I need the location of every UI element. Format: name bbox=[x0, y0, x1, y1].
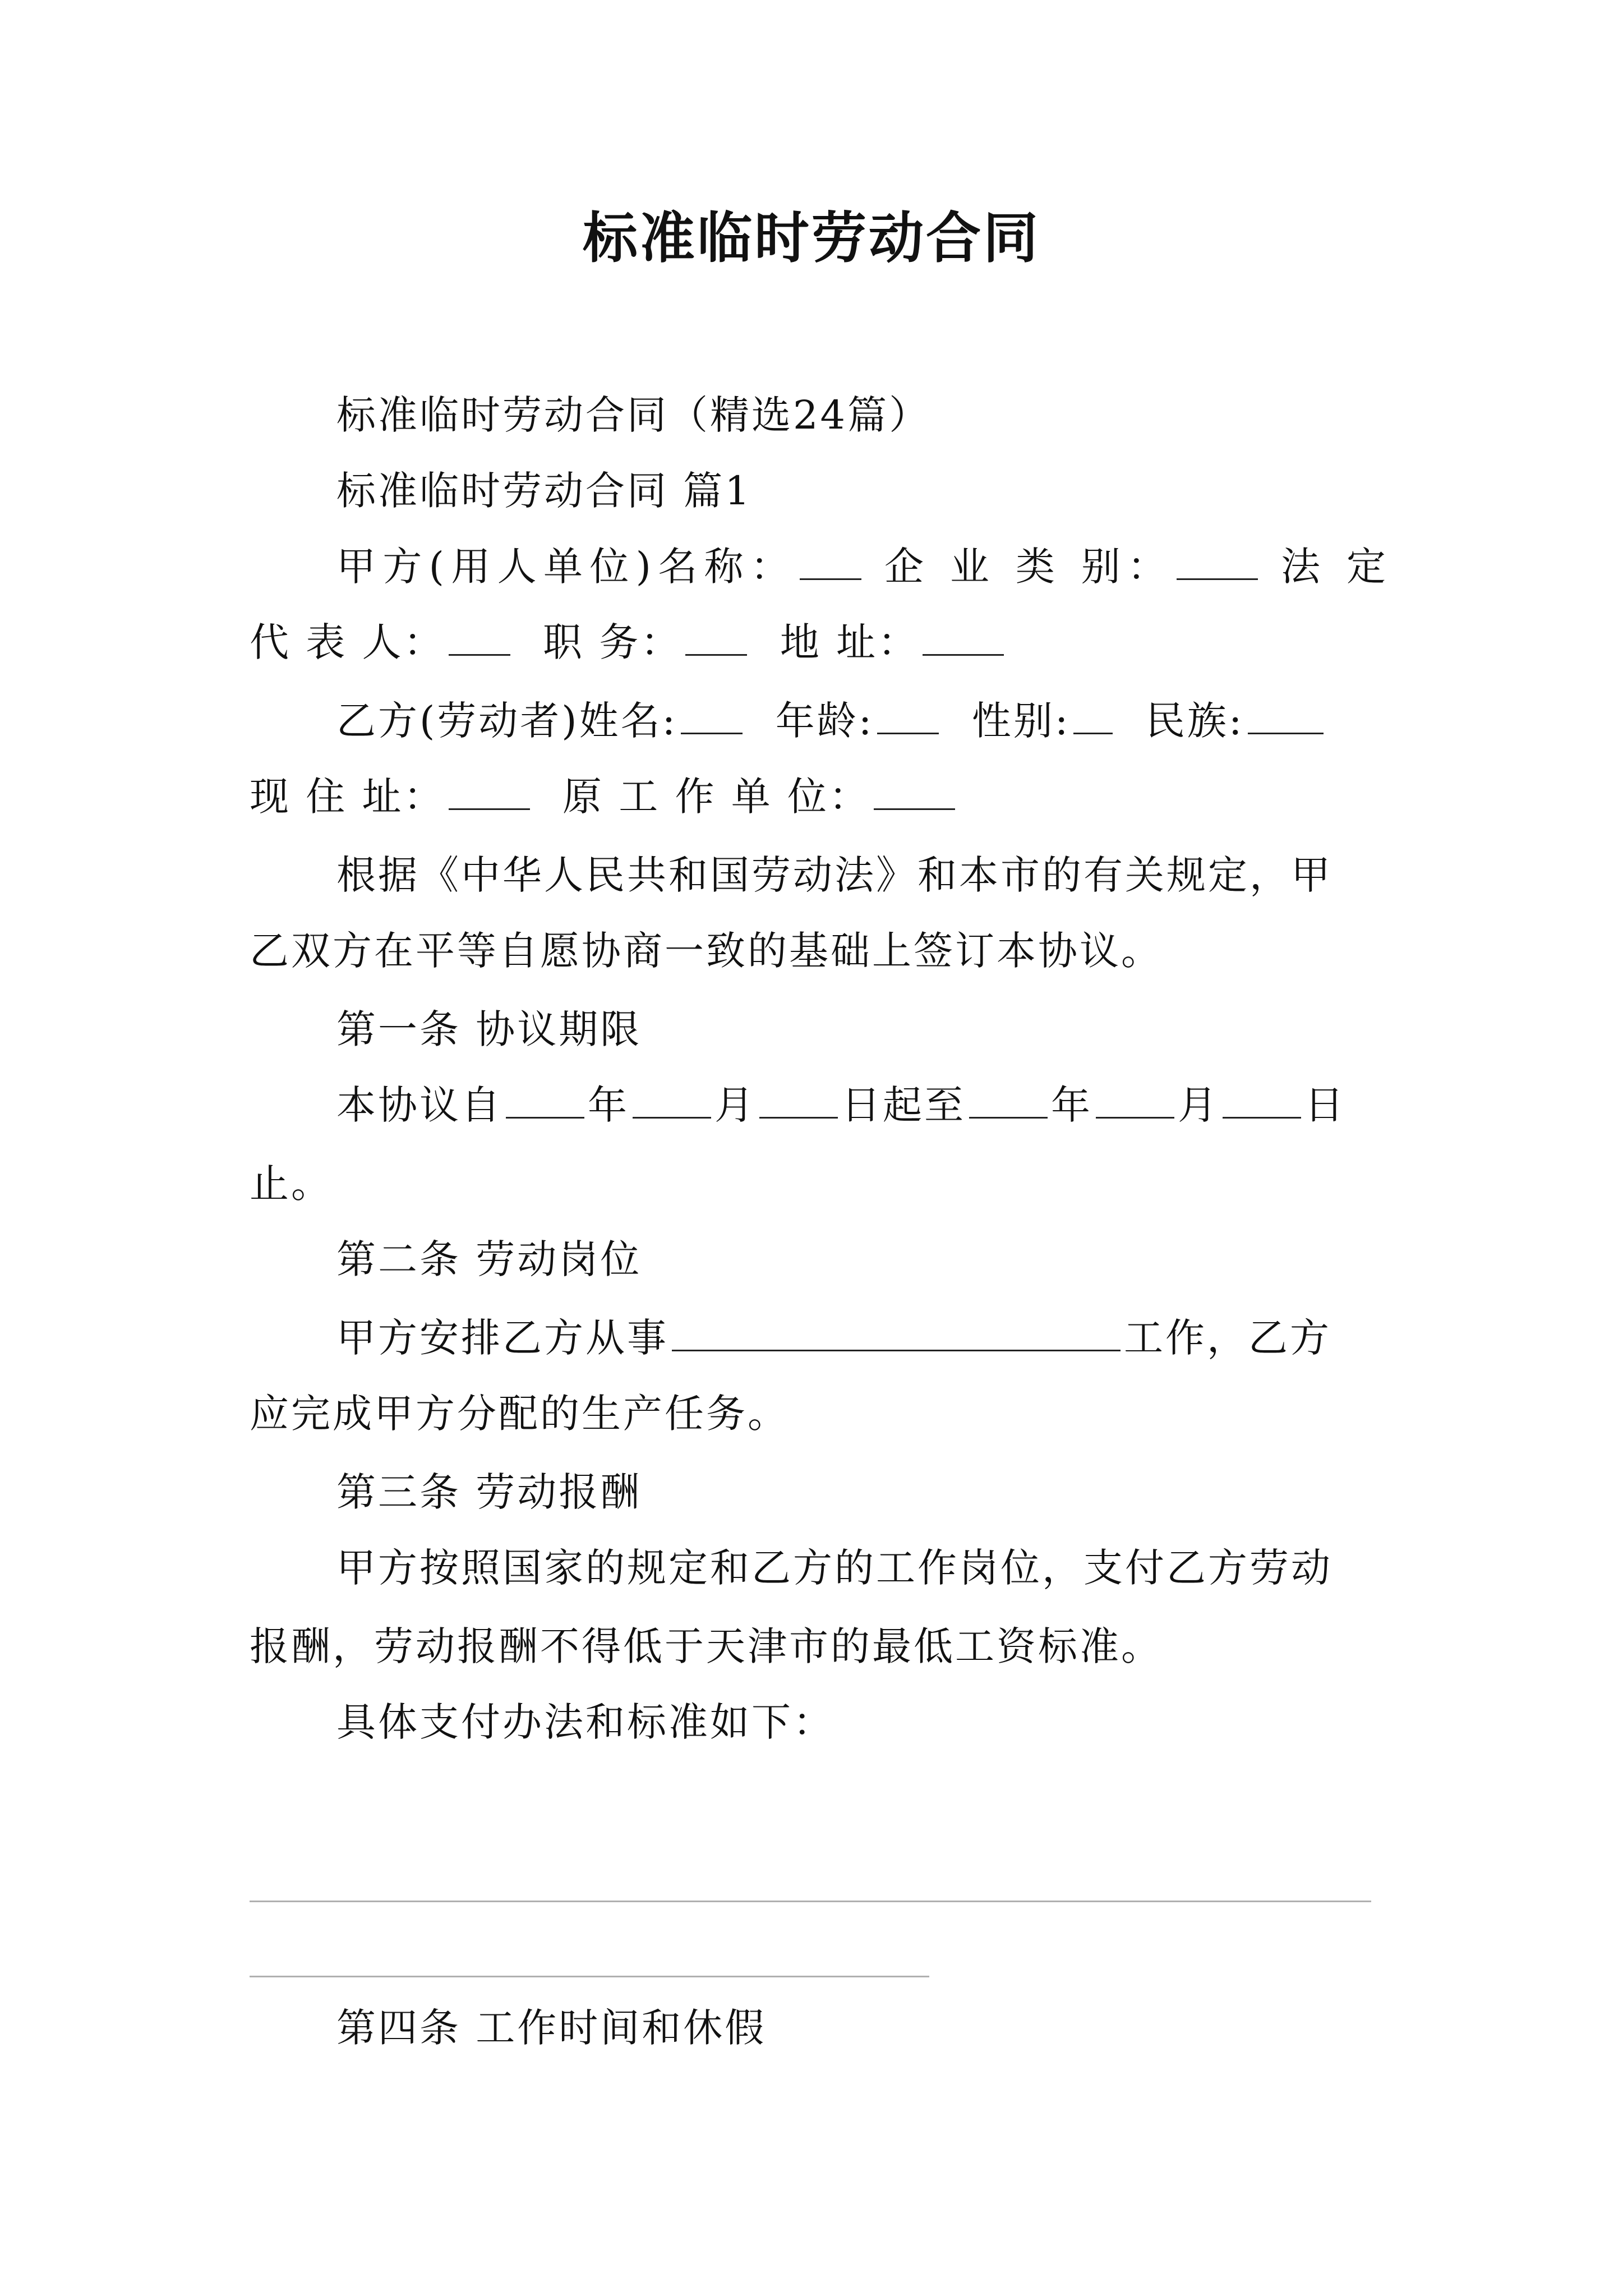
start-day-blank bbox=[759, 1082, 838, 1119]
party-a-name-label: 甲方(用人单位)名称： bbox=[336, 544, 797, 590]
heading-selection: 标准临时劳动合同（精选24篇） bbox=[336, 392, 931, 438]
party-b-gender-label: 性别: bbox=[971, 698, 1071, 744]
month-label: 月 bbox=[714, 1082, 756, 1128]
party-b-name-blank bbox=[681, 697, 743, 734]
end-day-blank bbox=[1223, 1082, 1301, 1119]
day-from-label: 日起至 bbox=[841, 1082, 966, 1128]
article-2-line-1-end: 工作，乙方 bbox=[1124, 1315, 1331, 1361]
party-a-type-label: 企 业 类 别： bbox=[884, 544, 1174, 590]
start-month-blank bbox=[633, 1082, 711, 1119]
intro-line-2: 乙双方在平等自愿协商一致的基础上签订本协议。 bbox=[250, 928, 1163, 974]
party-a-address-blank bbox=[923, 619, 1004, 656]
article-3-line-2: 报酬，劳动报酬不得低于天津市的最低工资标准。 bbox=[250, 1623, 1163, 1669]
party-a-position-label: 职 务： bbox=[543, 619, 683, 665]
party-b-ethnicity-label: 民族: bbox=[1145, 698, 1244, 744]
start-year-blank bbox=[506, 1082, 584, 1119]
year-label: 年 bbox=[588, 1082, 629, 1128]
article-1-period-end: 止。 bbox=[250, 1161, 333, 1207]
party-a-type-blank bbox=[1177, 543, 1258, 580]
day-label: 日 bbox=[1304, 1082, 1346, 1128]
article-2-line-1-start: 甲方安排乙方从事 bbox=[336, 1315, 668, 1361]
party-b-former-unit-label: 原 工 作 单 位： bbox=[562, 774, 871, 820]
party-a-line-2 bbox=[250, 614, 1007, 670]
month-label: 月 bbox=[1178, 1082, 1219, 1128]
job-description-blank bbox=[672, 1314, 1121, 1351]
year-label: 年 bbox=[1051, 1082, 1092, 1128]
end-year-blank bbox=[969, 1082, 1048, 1119]
payment-details-rule-1 bbox=[250, 1901, 1371, 1902]
end-month-blank bbox=[1096, 1082, 1174, 1119]
party-a-position-blank bbox=[685, 619, 747, 656]
article-1-period-start: 本协议自 bbox=[336, 1082, 502, 1128]
party-b-residence-blank bbox=[449, 773, 530, 810]
party-a-name-blank bbox=[800, 543, 861, 580]
party-a-legal-label-2: 代 表 人： bbox=[250, 619, 445, 665]
payment-details-rule-2 bbox=[250, 1976, 929, 1977]
party-b-age-label: 年龄: bbox=[775, 698, 874, 744]
party-b-residence-label: 现 住 址： bbox=[250, 774, 445, 820]
article-2-line-1 bbox=[336, 1310, 1331, 1366]
party-a-legal-label-1: 法 定 bbox=[1281, 544, 1388, 590]
article-4-title: 第四条 工作时间和休假 bbox=[336, 2005, 767, 2051]
party-b-name-label: 乙方(劳动者)姓名: bbox=[336, 698, 678, 744]
party-b-ethnicity-blank bbox=[1248, 697, 1324, 734]
article-3-title: 第三条 劳动报酬 bbox=[336, 1469, 642, 1515]
article-1-period-line bbox=[336, 1077, 1346, 1133]
party-b-gender-blank bbox=[1073, 697, 1113, 734]
article-1-title: 第一条 协议期限 bbox=[336, 1006, 642, 1052]
party-b-line-2 bbox=[250, 769, 958, 825]
heading-article-number: 标准临时劳动合同 篇1 bbox=[336, 468, 752, 514]
article-2-line-2: 应完成甲方分配的生产任务。 bbox=[250, 1391, 789, 1437]
party-b-former-unit-blank bbox=[874, 773, 955, 810]
article-3-line-3: 具体支付办法和标准如下： bbox=[336, 1699, 834, 1745]
party-a-line-1 bbox=[336, 539, 1388, 595]
party-b-age-blank bbox=[877, 697, 939, 734]
article-3-line-1: 甲方按照国家的规定和乙方的工作岗位，支付乙方劳动 bbox=[336, 1545, 1332, 1591]
intro-line-1: 根据《中华人民共和国劳动法》和本市的有关规定，甲 bbox=[336, 852, 1332, 898]
party-a-legal-blank bbox=[449, 619, 510, 656]
document-title: 标准临时劳动合同 bbox=[582, 206, 1040, 270]
party-b-line-1 bbox=[336, 693, 1327, 749]
article-2-title: 第二条 劳动岗位 bbox=[336, 1236, 642, 1282]
party-a-address-label: 地 址： bbox=[780, 619, 920, 665]
